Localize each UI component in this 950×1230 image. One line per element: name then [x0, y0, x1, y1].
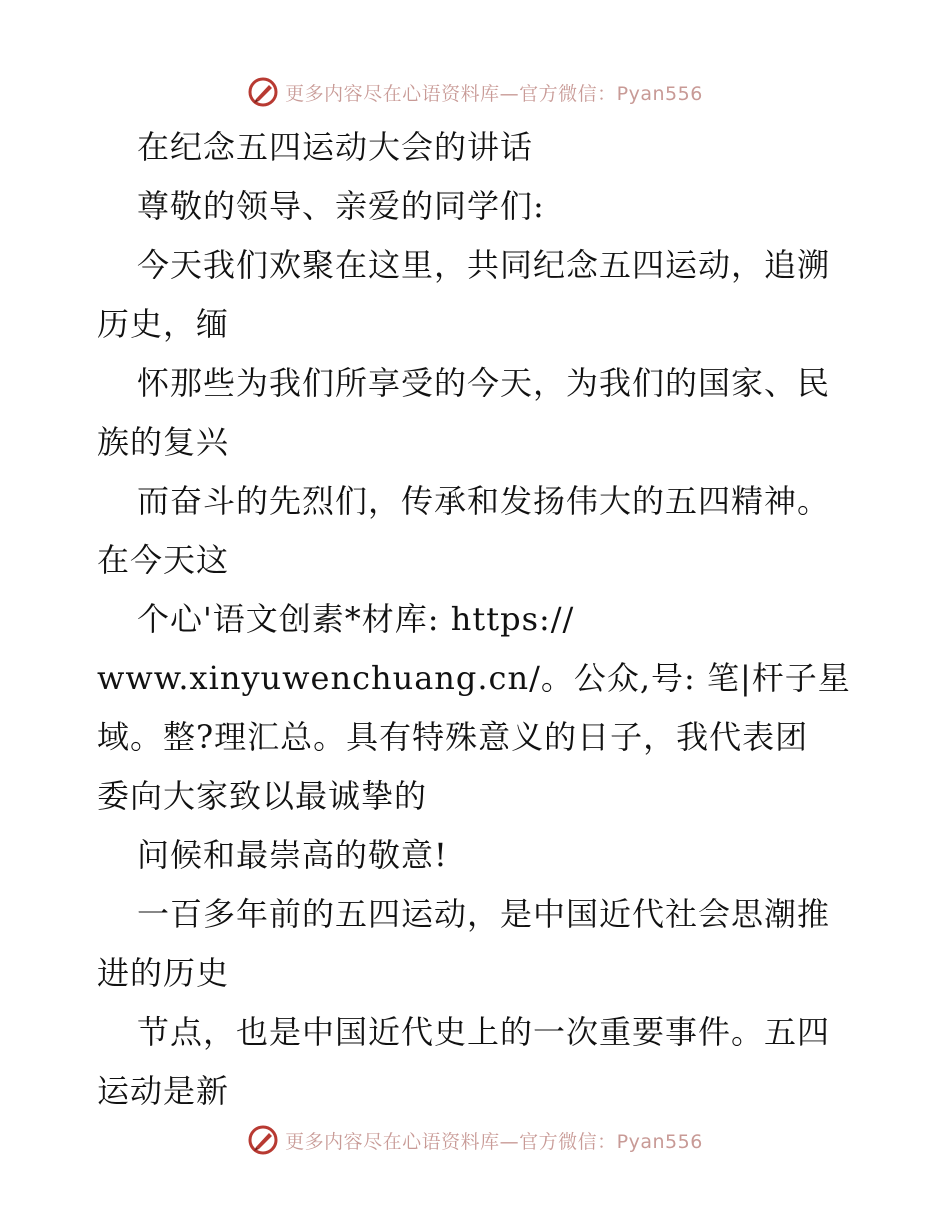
doc-line: 进的历史 [97, 954, 230, 992]
doc-line: 历史，缅 [97, 305, 230, 343]
footer-banner [0, 1120, 950, 1160]
doc-line: 节点，也是中国近代史上的一次重要事件。五四 [137, 1013, 831, 1051]
pen-logo-icon [247, 1124, 279, 1156]
document-body [97, 118, 857, 1121]
doc-line: 问候和最崇高的敬意! [137, 836, 448, 874]
doc-salutation: 尊敬的领导、亲爱的同学们: [137, 187, 545, 225]
header-banner [0, 72, 950, 112]
header-banner-text: 更多内容尽在心语资料库—官方微信：Pyan556 [285, 82, 703, 105]
doc-line: 运动是新 [97, 1072, 230, 1110]
doc-line: 族的复兴 [97, 423, 230, 461]
doc-line: 怀那些为我们所享受的今天，为我们的国家、民 [137, 364, 831, 402]
doc-line: 今天我们欢聚在这里，共同纪念五四运动，追溯 [137, 246, 831, 284]
doc-line: 在今天这 [97, 541, 230, 579]
doc-line: 而奋斗的先烈们，传承和发扬伟大的五四精神。 [137, 482, 831, 520]
doc-line: 域。整?理汇总。具有特殊意义的日子，我代表团 [97, 718, 809, 756]
pen-logo-icon [247, 76, 279, 108]
doc-line: www.xinyuwenchuang.cn/。公众,号: 笔|杆子星 [97, 659, 851, 697]
doc-title: 在纪念五四运动大会的讲话 [137, 128, 534, 166]
doc-line: 委向大家致以最诚挚的 [97, 777, 428, 815]
footer-banner-text: 更多内容尽在心语资料库—官方微信：Pyan556 [285, 1130, 703, 1153]
doc-line: 一百多年前的五四运动，是中国近代社会思潮推 [137, 895, 831, 933]
doc-line: 个心'语文创素*材库: https:// [137, 600, 575, 638]
